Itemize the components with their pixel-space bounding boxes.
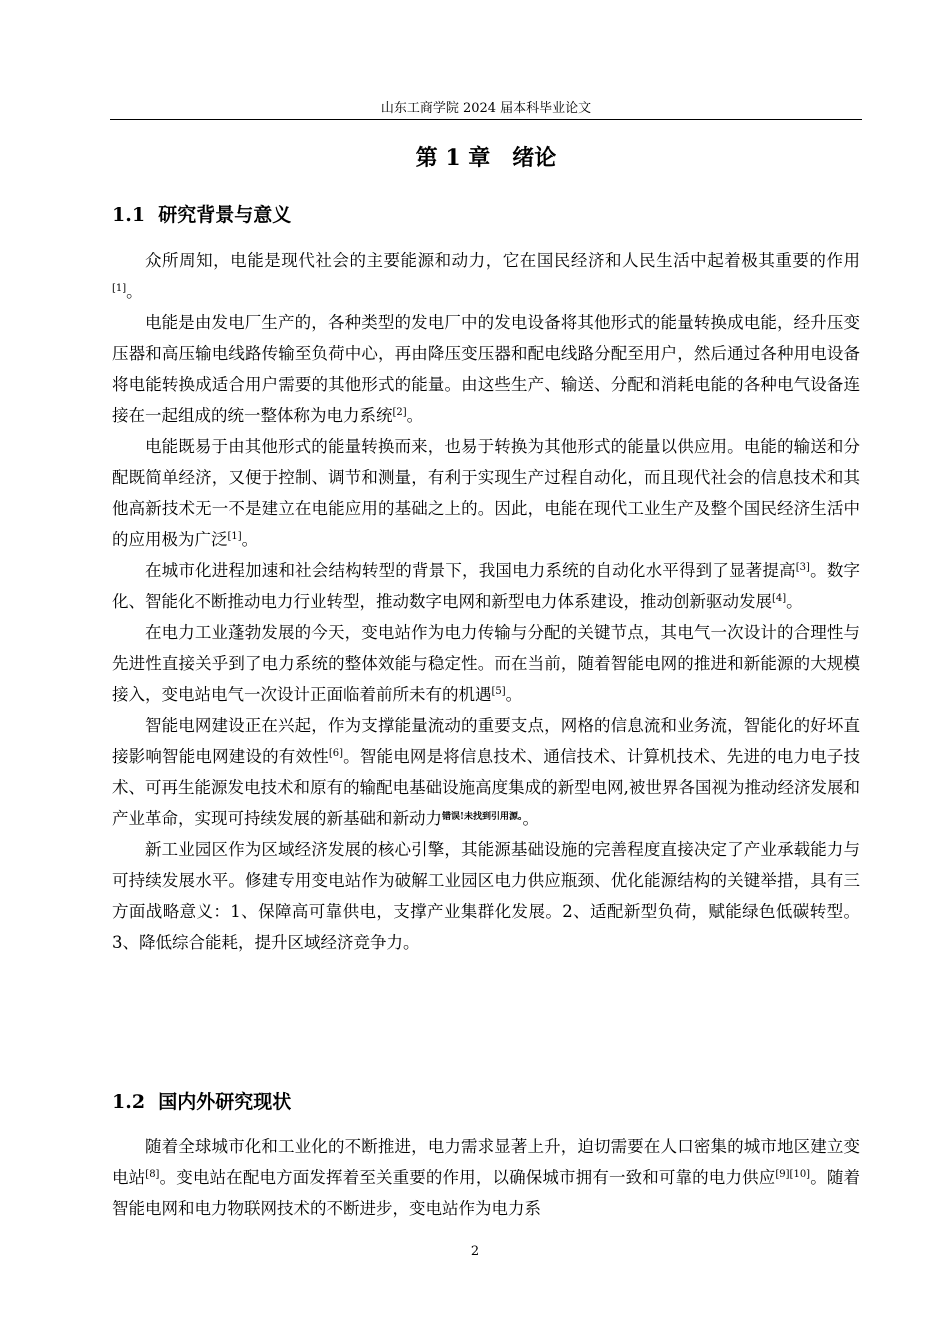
paragraph: 众所周知，电能是现代社会的主要能源和动力，它在国民经济和人民生活中起着极其重要的作用[1]。	[112, 251, 860, 301]
paragraph: 电能既易于由其他形式的能量转换而来，也易于转换为其他形式的能量以供应用。电能的输送和分配既简单经济，又便于控制、调节和测量，有利于实现生产过程自动化，而且现代社会的信息技术和其他高新技术无一不是建立在电能应用的基础之上的。因此，电能在现代工业生产及整个国民经济生活中的应用极为广泛[1]。	[112, 437, 860, 549]
paragraph: 在城市化进程加速和社会结构转型的背景下，我国电力系统的自动化水平得到了显著提高[3]。数字化、智能化不断推动电力行业转型，推动数字电网和新型电力体系建设，推动创新驱动发展[4]。	[112, 561, 861, 611]
chapter-title: 第 1 章 绪论	[415, 145, 557, 171]
citation-error: 错误!未找到引用源。	[442, 812, 523, 822]
citation: [6]	[328, 748, 343, 759]
page-number: 2	[470, 1244, 480, 1259]
header-rule	[110, 119, 862, 120]
citation: [2]	[392, 407, 407, 418]
paragraph: 在电力工业蓬勃发展的今天，变电站作为电力传输与分配的关键节点，其电气一次设计的合理性与先进性直接关乎到了电力系统的整体效能与稳定性。而在当前，随着智能电网的推进和新能源的大规模接入，变电站电气一次设计正面临着前所未有的机遇[5]。	[112, 623, 860, 704]
section-title-1-1: 1.1 研究背景与意义	[112, 204, 292, 226]
paragraph: 随着全球城市化和工业化的不断推进，电力需求显著上升，迫切需要在人口密集的城市地区建立变电站[8]。变电站在配电方面发挥着至关重要的作用，以确保城市拥有一致和可靠的电力供应[9][10]。随着智能电网和电力物联网技术的不断进步，变电站作为电力系	[112, 1137, 861, 1218]
citation: [1]	[112, 283, 127, 294]
citation: [5]	[491, 686, 506, 697]
running-header: 山东工商学院 2024 届本科毕业论文	[380, 101, 592, 116]
citation: [4]	[772, 593, 787, 604]
paragraph: 新工业园区作为区域经济发展的核心引擎，其能源基础设施的完善程度直接决定了产业承载能力与可持续发展水平。修建专用变电站作为破解工业园区电力供应瓶颈、优化能源结构的关键举措，具有三方面战略意义：1、保障高可靠供电，支撑产业集群化发展。2、适配新型负荷，赋能绿色低碳转型。3、降低综合能耗，提升区域经济竞争力。	[112, 840, 860, 952]
paragraph: 电能是由发电厂生产的，各种类型的发电厂中的发电设备将其他形式的能量转换成电能，经升压变压器和高压输电线路传输至负荷中心，再由降压变压器和配电线路分配至用户，然后通过各种用电设备将电能转换成适合用户需要的其他形式的能量。由这些生产、输送、分配和消耗电能的各种电气设备连接在一起组成的统一整体称为电力系统[2]。	[112, 313, 860, 425]
section-1-1-body	[112, 245, 860, 958]
section-title-1-2: 1.2 国内外研究现状	[112, 1091, 292, 1113]
paragraph: 智能电网建设正在兴起，作为支撑能量流动的重要支点，网格的信息流和业务流，智能化的好坏直接影响智能电网建设的有效性[6]。智能电网是将信息技术、通信技术、计算机技术、先进的电力电子技术、可再生能源发电技术和原有的输配电基础设施高度集成的新型电网,被世界各国视为推动经济发展和产业革命，实现可持续发展的新基础和新动力$^{错误!未找到引用源。}$。	[112, 716, 861, 828]
citation: [1]	[227, 531, 242, 542]
section-1-2-body	[112, 1131, 860, 1224]
citation: [8]	[145, 1169, 160, 1180]
citation: [3]	[795, 562, 810, 573]
citation: [9][10]	[775, 1169, 811, 1180]
